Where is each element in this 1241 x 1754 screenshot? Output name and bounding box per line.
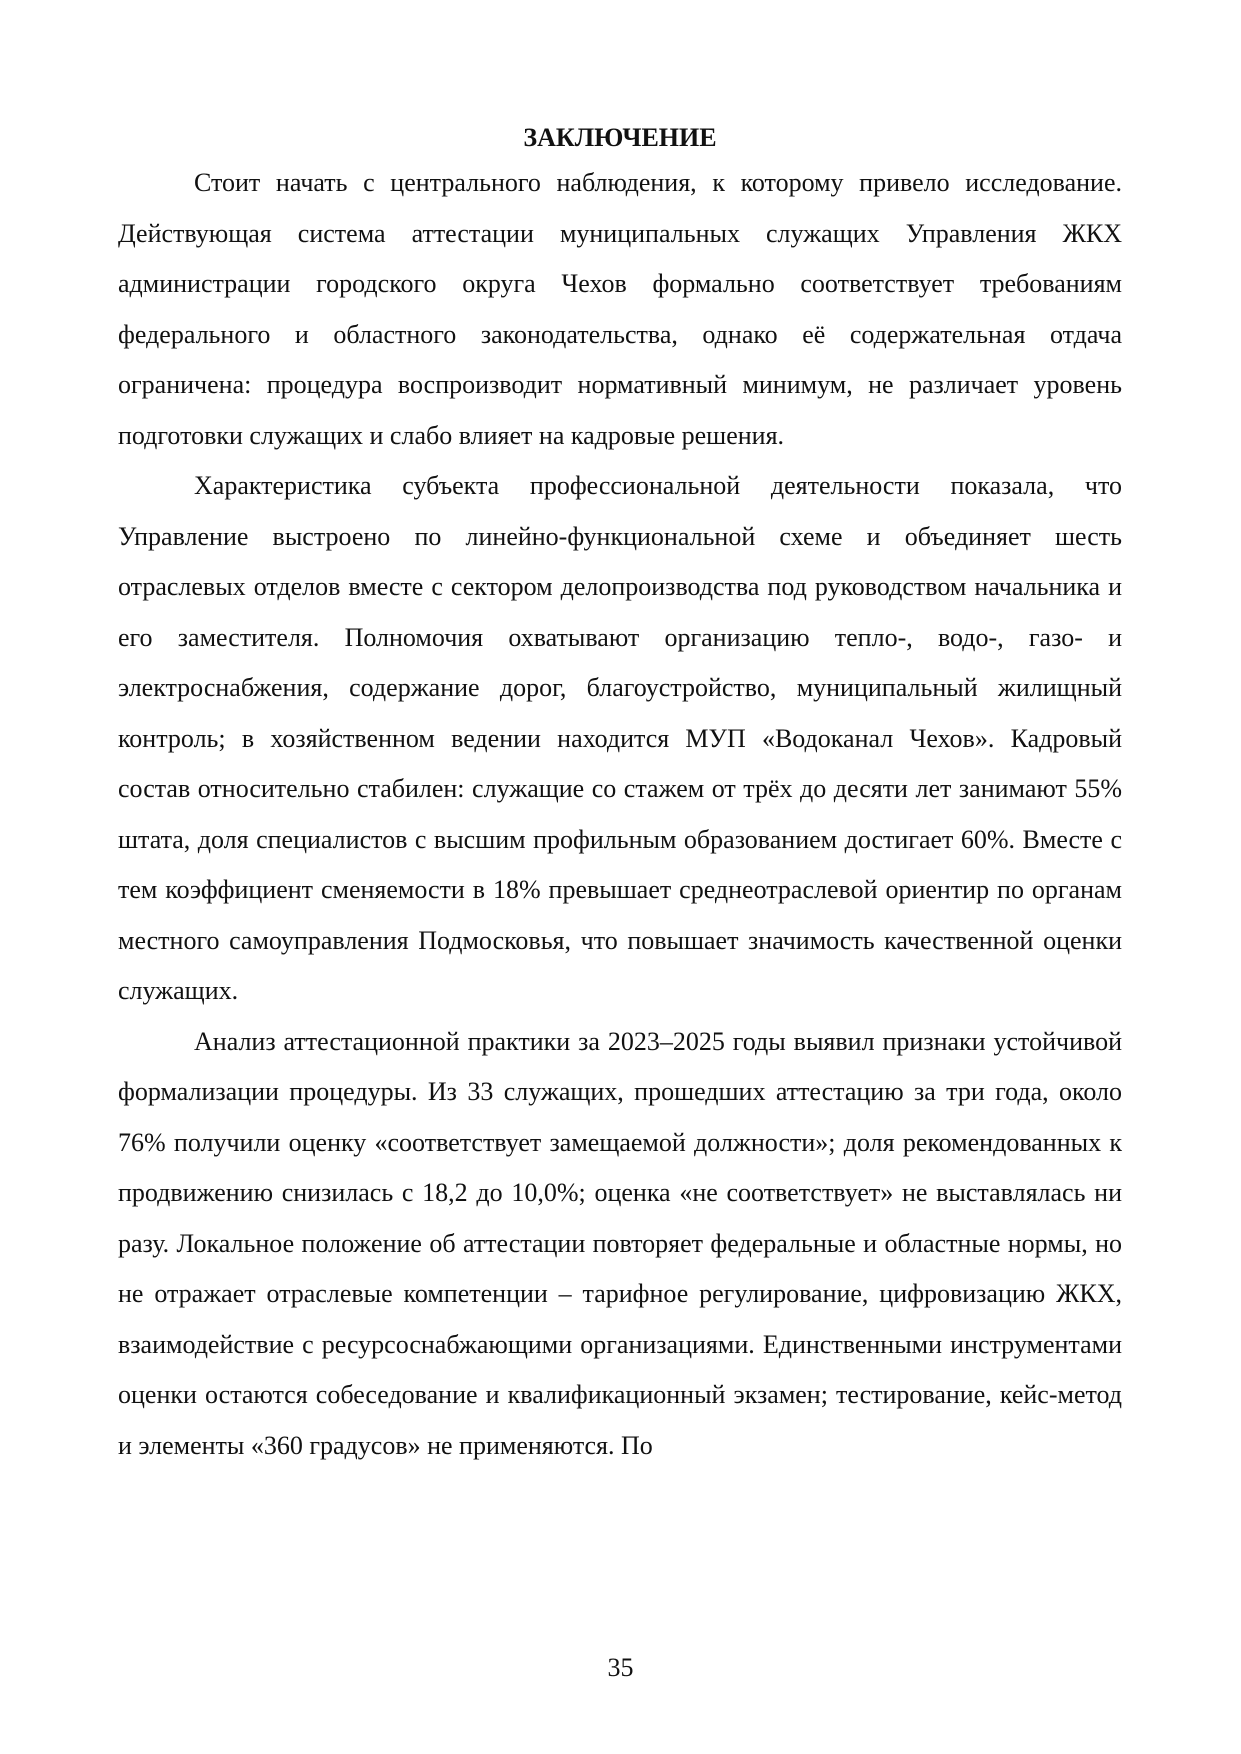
paragraph-2: Характеристика субъекта профессиональной деятельности показала, что Управление выстроено по линейно-функциональной схеме и объединяет шесть отраслевых отделов вместе с сектором делопроизводства под руководством начальника и его заместителя. Полномочия охватывают организацию тепло-, водо-, газо- и электроснабжения, содержание дорог, благоустройство, муниципальный жилищный контроль; в хозяйственном ведении находится МУП «Водоканал Чехов». Кадровый состав относительно стабилен: служащие со стажем от трёх до десяти лет занимают 55% штата, доля специалистов с высшим профильным образованием достигает 60%. Вместе с тем коэффициент сменяемости в 18% превышает среднеотраслевой ориентир по органам местного самоуправления Подмосковья, что повышает значимость качественной оценки служащих. xyxy=(118,471,1122,1005)
paragraph-1: Стоит начать с центрального наблюдения, к которому привело исследование. Действующая система аттестации муниципальных служащих Управления ЖКХ администрации городского округа Чехов формально соответствует требованиям федерального и областного законодательства, однако её содержательная отдача ограничена: процедура воспроизводит нормативный минимум, не различает уровень подготовки служащих и слабо влияет на кадровые решения. xyxy=(118,168,1122,450)
page-body xyxy=(118,118,1122,1471)
paragraph-3: Анализ аттестационной практики за 2023–2025 годы выявил признаки устойчивой формализации процедуры. Из 33 служащих, прошедших аттестацию за три года, около 76% получили оценку «соответствует замещаемой должности»; доля рекомендованных к продвижению снизилась с 18,2 до 10,0%; оценка «не соответствует» не выставлялась ни разу. Локальное положение об аттестации повторяет федеральные и областные нормы, но не отражает отраслевые компетенции – тарифное регулирование, цифровизацию ЖКХ, взаимодействие с ресурсоснабжающими организациями. Единственными инструментами оценки остаются собеседование и квалификационный экзамен; тестирование, кейс-метод и элементы «360 градусов» не применяются. По xyxy=(118,1026,1122,1460)
page-number: 35 xyxy=(607,1653,634,1682)
section-heading: ЗАКЛЮЧЕНИЕ xyxy=(523,123,717,152)
